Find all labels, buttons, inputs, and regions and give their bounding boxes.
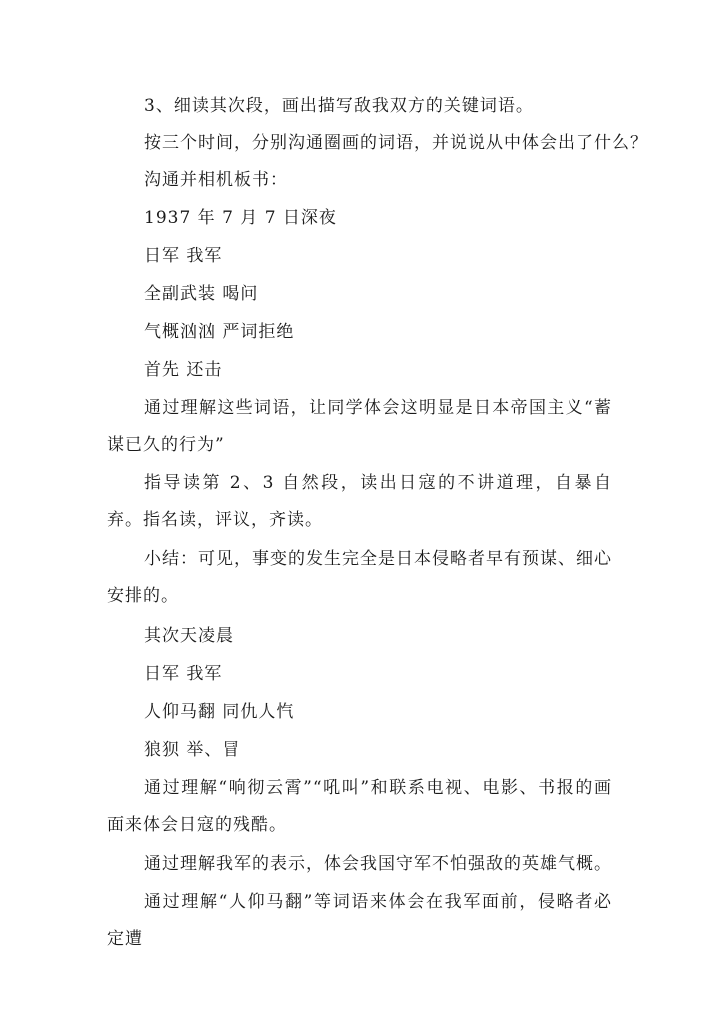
text-line: 狼狈 举、冒 (144, 740, 241, 760)
text-line: 气概汹汹 严词拒绝 (144, 322, 295, 342)
paragraph: 通过理解我军的表示，体会我国守军不怕强敌的英雄气概。 (144, 854, 612, 874)
text-line: 其次天凌晨 (144, 626, 234, 646)
text-line: 沟通并相机板书： (144, 170, 288, 190)
text-line: 人仰马翻 同仇人忾 (144, 702, 295, 722)
paragraph: 通过理解“人仰马翻”等词语来体会在我军面前，侵略者必定遭 (107, 892, 612, 949)
text-line: 全副武装 喝问 (144, 284, 259, 304)
paragraph: 通过理解“响彻云霄”“吼叫”和联系电视、电影、书报的画面来体会日寇的残酷。 (107, 778, 612, 835)
text-line: 按三个时间，分别沟通圈画的词语，并说说从中体会出了什么？ (144, 133, 648, 153)
text-line: 首先 还击 (144, 360, 223, 380)
text-line: 日军 我军 (144, 664, 223, 684)
text-line: 3、细读其次段，画出描写敌我双方的关键词语。 (144, 96, 534, 116)
text-line: 日军 我军 (144, 246, 223, 266)
paragraph: 通过理解这些词语，让同学体会这明显是日本帝国主义“蓄谋已久的行为” (107, 398, 612, 455)
text-line: 1937 年 7 月 7 日深夜 (144, 208, 337, 228)
paragraph: 小结：可见，事变的发生完全是日本侵略者早有预谋、细心安排的。 (107, 549, 612, 606)
paragraph: 指导读第 2、3 自然段，读出日寇的不讲道理，自暴自弃。指名读，评议，齐读。 (107, 473, 612, 530)
